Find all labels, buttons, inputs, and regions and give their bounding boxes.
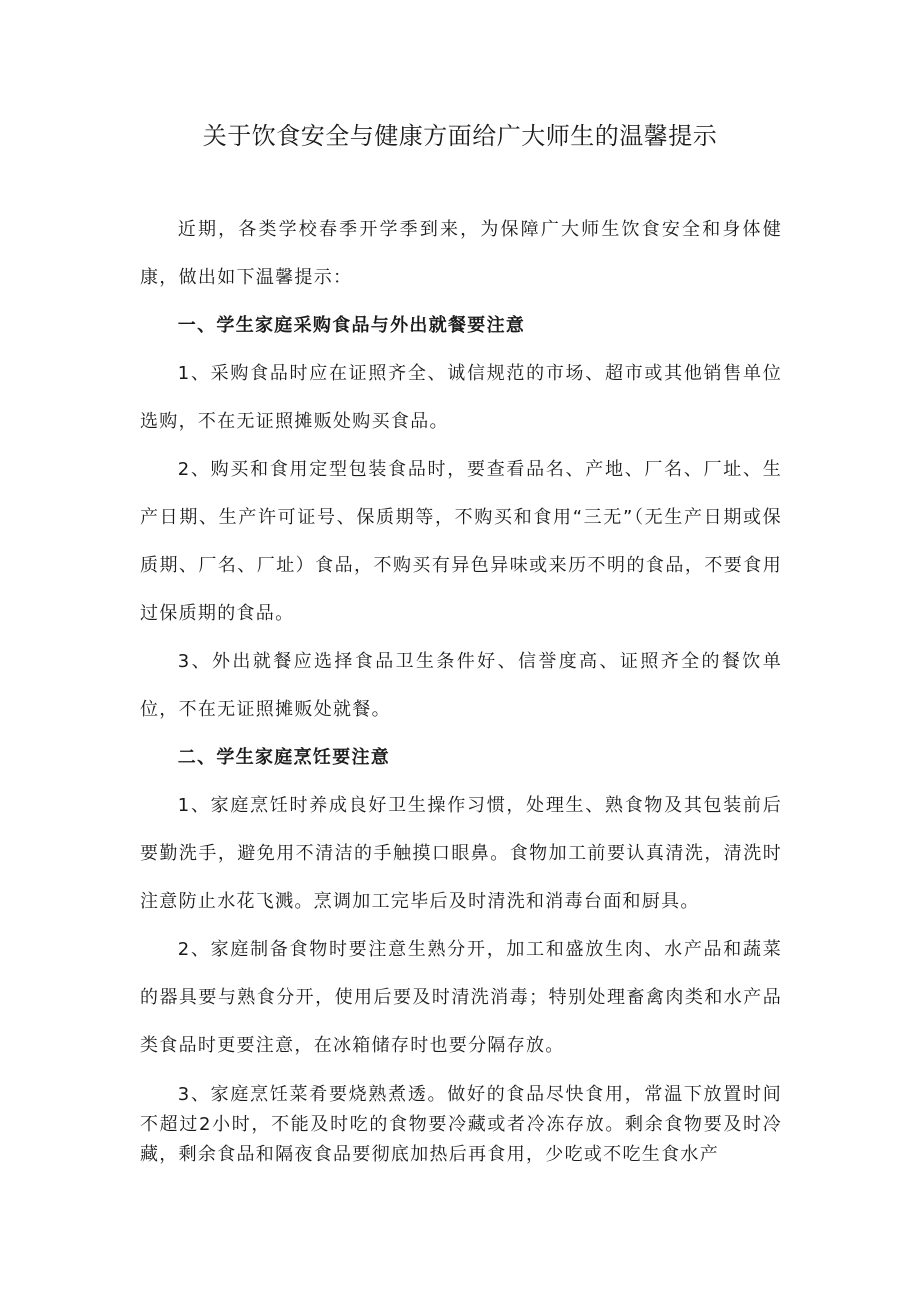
section-2-item-1: 1、家庭烹饪时养成良好卫生操作习惯，处理生、熟食物及其包装前后要勤洗手，避免用不清洁的手触摸口眼鼻。食物加工前要认真清洗，清洗时注意防止水花飞溅。烹调加工完毕后及时清洗和消毒台面和厨具。: [140, 795, 782, 912]
document-body: [140, 206, 782, 1170]
section-1-item-3: 3、外出就餐应选择食品卫生条件好、信誉度高、证照齐全的餐饮单位，不在无证照摊贩处就餐。: [140, 651, 782, 720]
section-1-item-2: 2、购买和食用定型包装食品时，要查看品名、产地、厂名、厂址、生产日期、生产许可证号、保质期等，不购买和食用“三无”（无生产日期或保质期、厂名、厂址）食品，不购买有异色异味或来历不明的食品，不要食用过保质期的食品。: [140, 459, 782, 624]
intro-paragraph: 近期，各类学校春季开学季到来，为保障广大师生饮食安全和身体健康，做出如下温馨提示：: [140, 219, 782, 288]
section-heading-2: 二、学生家庭烹饪要注意: [177, 747, 391, 768]
document-title: 关于饮食安全与健康方面给广大师生的温馨提示: [202, 122, 718, 150]
section-heading-1: 一、学生家庭采购食品与外出就餐要注意: [177, 315, 526, 336]
section-1-item-1: 1、采购食品时应在证照齐全、诚信规范的市场、超市或其他销售单位选购，不在无证照摊贩处购买食品。: [140, 363, 782, 432]
section-2-item-3: 3、家庭烹饪菜肴要烧熟煮透。做好的食品尽快食用，常温下放置时间不超过2小时，不能及时吃的食物要冷藏或者冷冻存放。剩余食物要及时冷藏，剩余食品和隔夜食品要彻底加热后再食用，少吃或不吃生食水产: [140, 1084, 782, 1165]
section-2-item-2: 2、家庭制备食物时要注意生熟分开，加工和盛放生肉、水产品和蔬菜的器具要与熟食分开，使用后要及时清洗消毒；特别处理畜禽肉类和水产品类食品时更要注意，在冰箱储存时也要分隔存放。: [140, 939, 782, 1056]
